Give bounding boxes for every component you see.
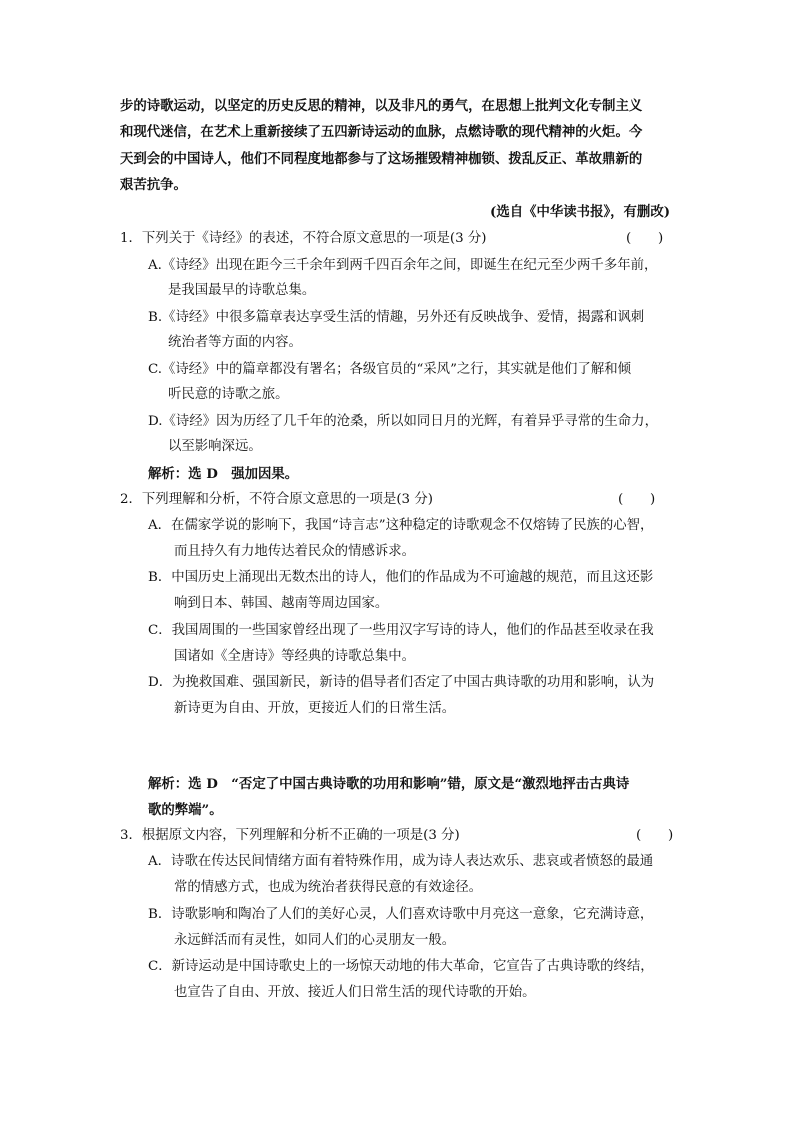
q1-option-d-cont: 以至影响深远。 [168,439,262,454]
q3-option-c: C．新诗运动是中国诗歌史上的一场惊天动地的伟大革命，它宣告了古典诗歌的终结， [148,959,654,974]
question-2-stem: 2．下列理解和分析，不符合原文意思的一项是(3 分) [120,492,433,507]
intro-line: 天到会的中国诗人，他们不同程度地都参与了这场摧毁精神枷锁、拨乱反正、革故鼎新的 [120,151,643,167]
q3-option-c-cont: 也宣告了自由、开放、接近人们日常生活的现代诗歌的开始。 [174,985,536,1000]
q2-option-d: D．为挽救国难、强国新民，新诗的倡导者们否定了中国古典诗歌的功用和影响，认为 [148,675,655,690]
q1-option-c-cont: 听民意的诗歌之旅。 [168,387,289,402]
intro-line: 和现代迷信，在艺术上重新接续了五四新诗运动的血脉，点燃诗歌的现代精神的火炬。今 [120,124,643,140]
q1-option-a: A.《诗经》出现在距今三千余年到两千四百余年之间，即诞生在纪元至少两千多年前， [148,258,658,273]
q3-option-b-cont: 永远鲜活而有灵性，如同人们的心灵朋友一般。 [174,933,456,948]
q2-analysis-cont: 歌的弊端”。 [148,802,223,818]
q2-option-c: C．我国周围的一些国家曾经出现了一些用汉字写诗的诗人，他们的作品甚至收录在我 [148,623,654,638]
question-1-stem: 1．下列关于《诗经》的表述，不符合原文意思的一项是(3 分) [120,231,487,246]
q2-option-b: B．中国历史上涌现出无数杰出的诗人，他们的作品成为不可逾越的规范，而且这还影 [148,570,654,585]
q1-option-c: C.《诗经》中的篇章都没有署名；各级官员的“采风”之行，其实就是他们了解和倾 [148,362,631,377]
question-2-answer-blank: ( ) [618,492,656,507]
intro-line: 步的诗歌运动，以坚定的历史反思的精神，以及非凡的勇气，在思想上批判文化专制主义 [120,98,643,114]
q2-option-c-cont: 国诸如《全唐诗》等经典的诗歌总集中。 [174,649,416,664]
intro-line: 艰苦抗争。 [120,177,187,193]
q1-option-b: B.《诗经》中很多篇章表达享受生活的情趣，另外还有反映战争、爱情，揭露和讽刺 [148,310,645,325]
question-3-stem: 3．根据原文内容，下列理解和分析不正确的一项是(3 分) [120,828,460,843]
question-3-answer-blank: ( ) [636,828,674,843]
q3-option-a-cont: 常的情感方式，也成为统治者获得民意的有效途径。 [174,880,482,895]
q2-option-a-cont: 而且持久有力地传达着民众的情感诉求。 [174,544,416,559]
q1-option-d: D.《诗经》因为历经了几千年的沧桑，所以如同日月的光辉，有着异乎寻常的生命力， [148,414,658,429]
q2-option-d-cont: 新诗更为自由、开放，更接近人们的日常生活。 [174,701,456,716]
question-1-answer-blank: ( ) [626,231,664,246]
q2-option-a: A．在儒家学说的影响下，我国“诗言志”这种稳定的诗歌观念不仅熔铸了民族的心智， [148,518,654,533]
q1-analysis: 解析：选 D 强加因果。 [148,466,299,482]
q2-option-b-cont: 响到日本、韩国、越南等周边国家。 [174,596,389,611]
q3-option-b: B．诗歌影响和陶冶了人们的美好心灵，人们喜欢诗歌中月亮这一意象，它充满诗意， [148,907,654,922]
source-citation: (选自《中华读书报》，有删改) [490,204,671,220]
q3-option-a: A．诗歌在传达民间情绪方面有着特殊作用，成为诗人表达欢乐、悲哀或者愤怒的最通 [148,854,654,869]
q2-analysis: 解析：选 D “否定了中国古典诗歌的功用和影响”错，原文是“激烈地抨击古典诗 [148,776,630,792]
q1-option-b-cont: 统治者等方面的内容。 [168,335,302,350]
q1-option-a-cont: 是我国最早的诗歌总集。 [168,283,316,298]
